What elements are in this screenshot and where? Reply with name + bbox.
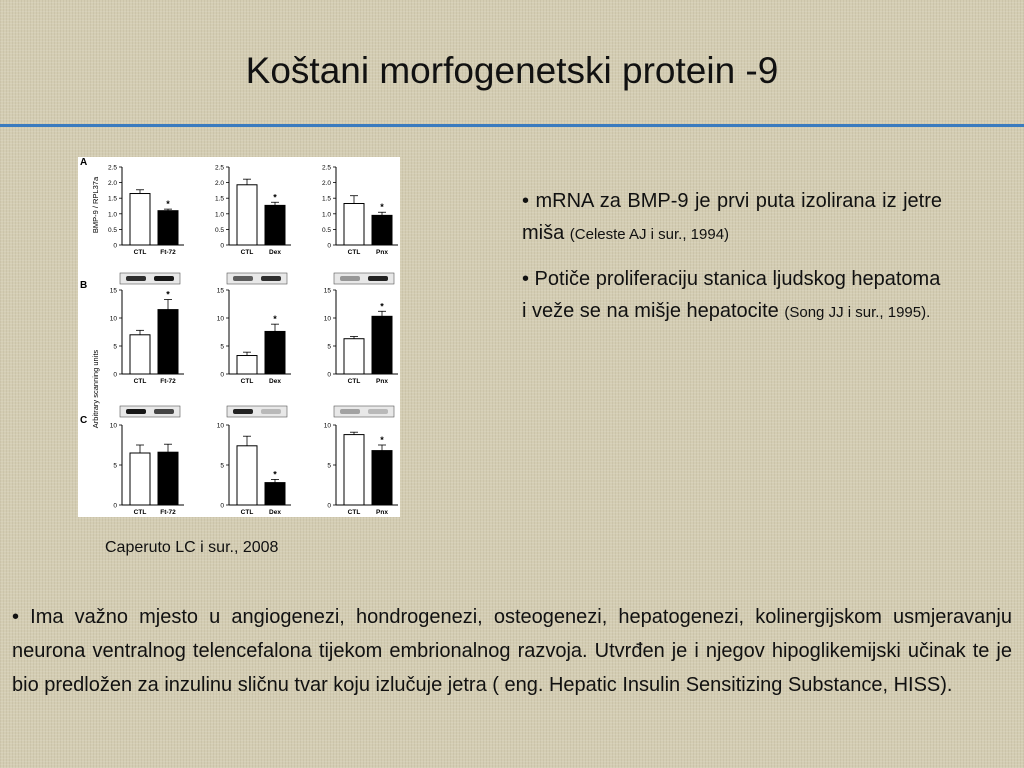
bar-ctl [344, 339, 364, 374]
category-label: CTL [133, 378, 147, 385]
y-tick-label: 0 [113, 371, 117, 379]
figure-caption: Caperuto LC i sur., 2008 [105, 539, 279, 556]
blot-band [340, 409, 360, 414]
y-tick-label: 1.0 [321, 211, 331, 219]
bar-ft-72 [158, 211, 178, 245]
category-label: Dex [269, 378, 281, 385]
blot-band [261, 409, 281, 414]
y-tick-label: 1.0 [214, 211, 224, 219]
y-tick-label: 2.5 [321, 164, 331, 172]
y-tick-label: 5 [220, 462, 224, 470]
category-label: Dex [269, 509, 281, 516]
y-tick-label: 0 [327, 502, 331, 510]
bmp9-figure [78, 157, 400, 517]
y-tick-label: 0 [220, 242, 224, 250]
category-label: CTL [133, 509, 147, 516]
blot-band [233, 276, 253, 281]
y-tick-label: 0 [113, 242, 117, 250]
bar-ctl [237, 185, 257, 245]
blot-band [154, 276, 174, 281]
y-tick-label: 15 [216, 287, 224, 295]
y-tick-label: 10 [323, 315, 331, 323]
significance-star: * [380, 435, 384, 445]
row-label-C: C [80, 415, 88, 426]
bar-dex [265, 483, 285, 505]
category-label: Ft-72 [160, 249, 176, 256]
y-tick-label: 0 [220, 371, 224, 379]
y-tick-label: 5 [327, 343, 331, 351]
category-label: Dex [269, 249, 281, 256]
y-tick-label: 1.5 [107, 195, 117, 203]
y-tick-label: 5 [220, 343, 224, 351]
significance-star: * [273, 314, 277, 325]
bar-ctl [130, 335, 150, 374]
bar-pnx [372, 451, 392, 505]
y-tick-label: 10 [216, 422, 224, 430]
y-tick-label: 2.0 [321, 180, 331, 188]
bullet-proliferation-ref: (Song JJ i sur., 1995). [784, 304, 931, 321]
blot-band [368, 276, 388, 281]
bottom-bullet: • Ima važno mjesto u angiogenezi, hondrogenezi, osteogenezi, hepatogenezi, kolinergijskom usmjeravanju neurona ventralnog telencefalona tijekom embrionalnog razvoja. Utvrđen je i njegov hipoglikemijski učinak te je bio predložen za inzulinu sličnu tvar koju izlučuje jetra ( eng. Hepatic Insulin Sensitizing Substance, HISS). [12, 606, 1012, 696]
blot-band [126, 409, 146, 414]
significance-star: * [166, 199, 170, 210]
bullet-mrna-text: • mRNA za BMP-9 je prvi puta izolirana iz jetre miša [522, 190, 942, 244]
bullet-mrna-ref: (Celeste AJ i sur., 1994) [569, 226, 730, 243]
y-tick-label: 1.0 [107, 211, 117, 219]
y-tick-label: 2.0 [107, 180, 117, 188]
y-tick-label: 10 [323, 422, 331, 430]
y-tick-label: 10 [109, 315, 117, 323]
category-label: Ft-72 [160, 509, 176, 516]
y-tick-label: 0 [113, 502, 117, 510]
blot-band [154, 409, 174, 414]
blot-band [261, 276, 281, 281]
y-tick-label: 0 [327, 242, 331, 250]
category-label: CTL [347, 509, 361, 516]
significance-star: * [166, 289, 170, 300]
y-axis-label-bottom: Arbitrary scanning units [91, 349, 100, 429]
category-label: CTL [240, 509, 254, 516]
y-tick-label: 10 [109, 422, 117, 430]
category-label: CTL [133, 249, 147, 256]
bar-ft-72 [158, 310, 178, 374]
blot-band [233, 409, 253, 414]
bullet-mrna [522, 185, 942, 251]
y-tick-label: 2.5 [107, 164, 117, 172]
blot-band [340, 276, 360, 281]
y-tick-label: 0.5 [107, 226, 117, 234]
y-tick-label: 1.5 [214, 195, 224, 203]
category-label: Ft-72 [160, 378, 176, 385]
row-label-B: B [80, 280, 88, 291]
y-tick-label: 2.5 [214, 164, 224, 172]
y-tick-label: 0.5 [214, 226, 224, 234]
y-tick-label: 2.0 [214, 180, 224, 188]
blot-band [126, 276, 146, 281]
blot-band [368, 409, 388, 414]
significance-star: * [380, 301, 384, 312]
bar-ctl [237, 356, 257, 374]
category-label: CTL [347, 249, 361, 256]
category-label: CTL [240, 249, 254, 256]
y-tick-label: 15 [323, 287, 331, 295]
category-label: CTL [240, 378, 254, 385]
y-tick-label: 0 [327, 371, 331, 379]
bar-ctl [344, 435, 364, 505]
bar-ctl [237, 446, 257, 505]
bar-pnx [372, 215, 392, 245]
bar-ft-72 [158, 452, 178, 505]
y-tick-label: 5 [113, 343, 117, 351]
category-label: Pnx [376, 249, 388, 256]
y-axis-label-top: BMP-9 / RPL37a [91, 176, 100, 234]
bar-ctl [344, 204, 364, 245]
significance-star: * [273, 192, 277, 203]
title-divider [0, 124, 1024, 127]
y-tick-label: 5 [327, 462, 331, 470]
bar-dex [265, 331, 285, 374]
row-label-A: A [80, 157, 88, 168]
bar-chart-figure [78, 157, 400, 517]
category-label: Pnx [376, 378, 388, 385]
significance-star: * [380, 202, 384, 213]
bullet-proliferation-text: • Potiče proliferaciju stanica ljudskog hepatoma i veže se na mišje hepatocite [522, 268, 941, 322]
y-tick-label: 5 [113, 462, 117, 470]
bar-ctl [130, 453, 150, 505]
y-tick-label: 1.5 [321, 195, 331, 203]
bar-pnx [372, 316, 392, 374]
y-tick-label: 0.5 [321, 226, 331, 234]
category-label: CTL [347, 378, 361, 385]
category-label: Pnx [376, 509, 388, 516]
y-tick-label: 10 [216, 315, 224, 323]
significance-star: * [273, 469, 277, 480]
bar-ctl [130, 194, 150, 245]
y-tick-label: 15 [109, 287, 117, 295]
bullet-proliferation [522, 263, 942, 329]
y-tick-label: 0 [220, 502, 224, 510]
slide-title: Koštani morfogenetski protein -9 [245, 50, 779, 91]
right-bullets [522, 185, 942, 341]
bar-dex [265, 205, 285, 245]
